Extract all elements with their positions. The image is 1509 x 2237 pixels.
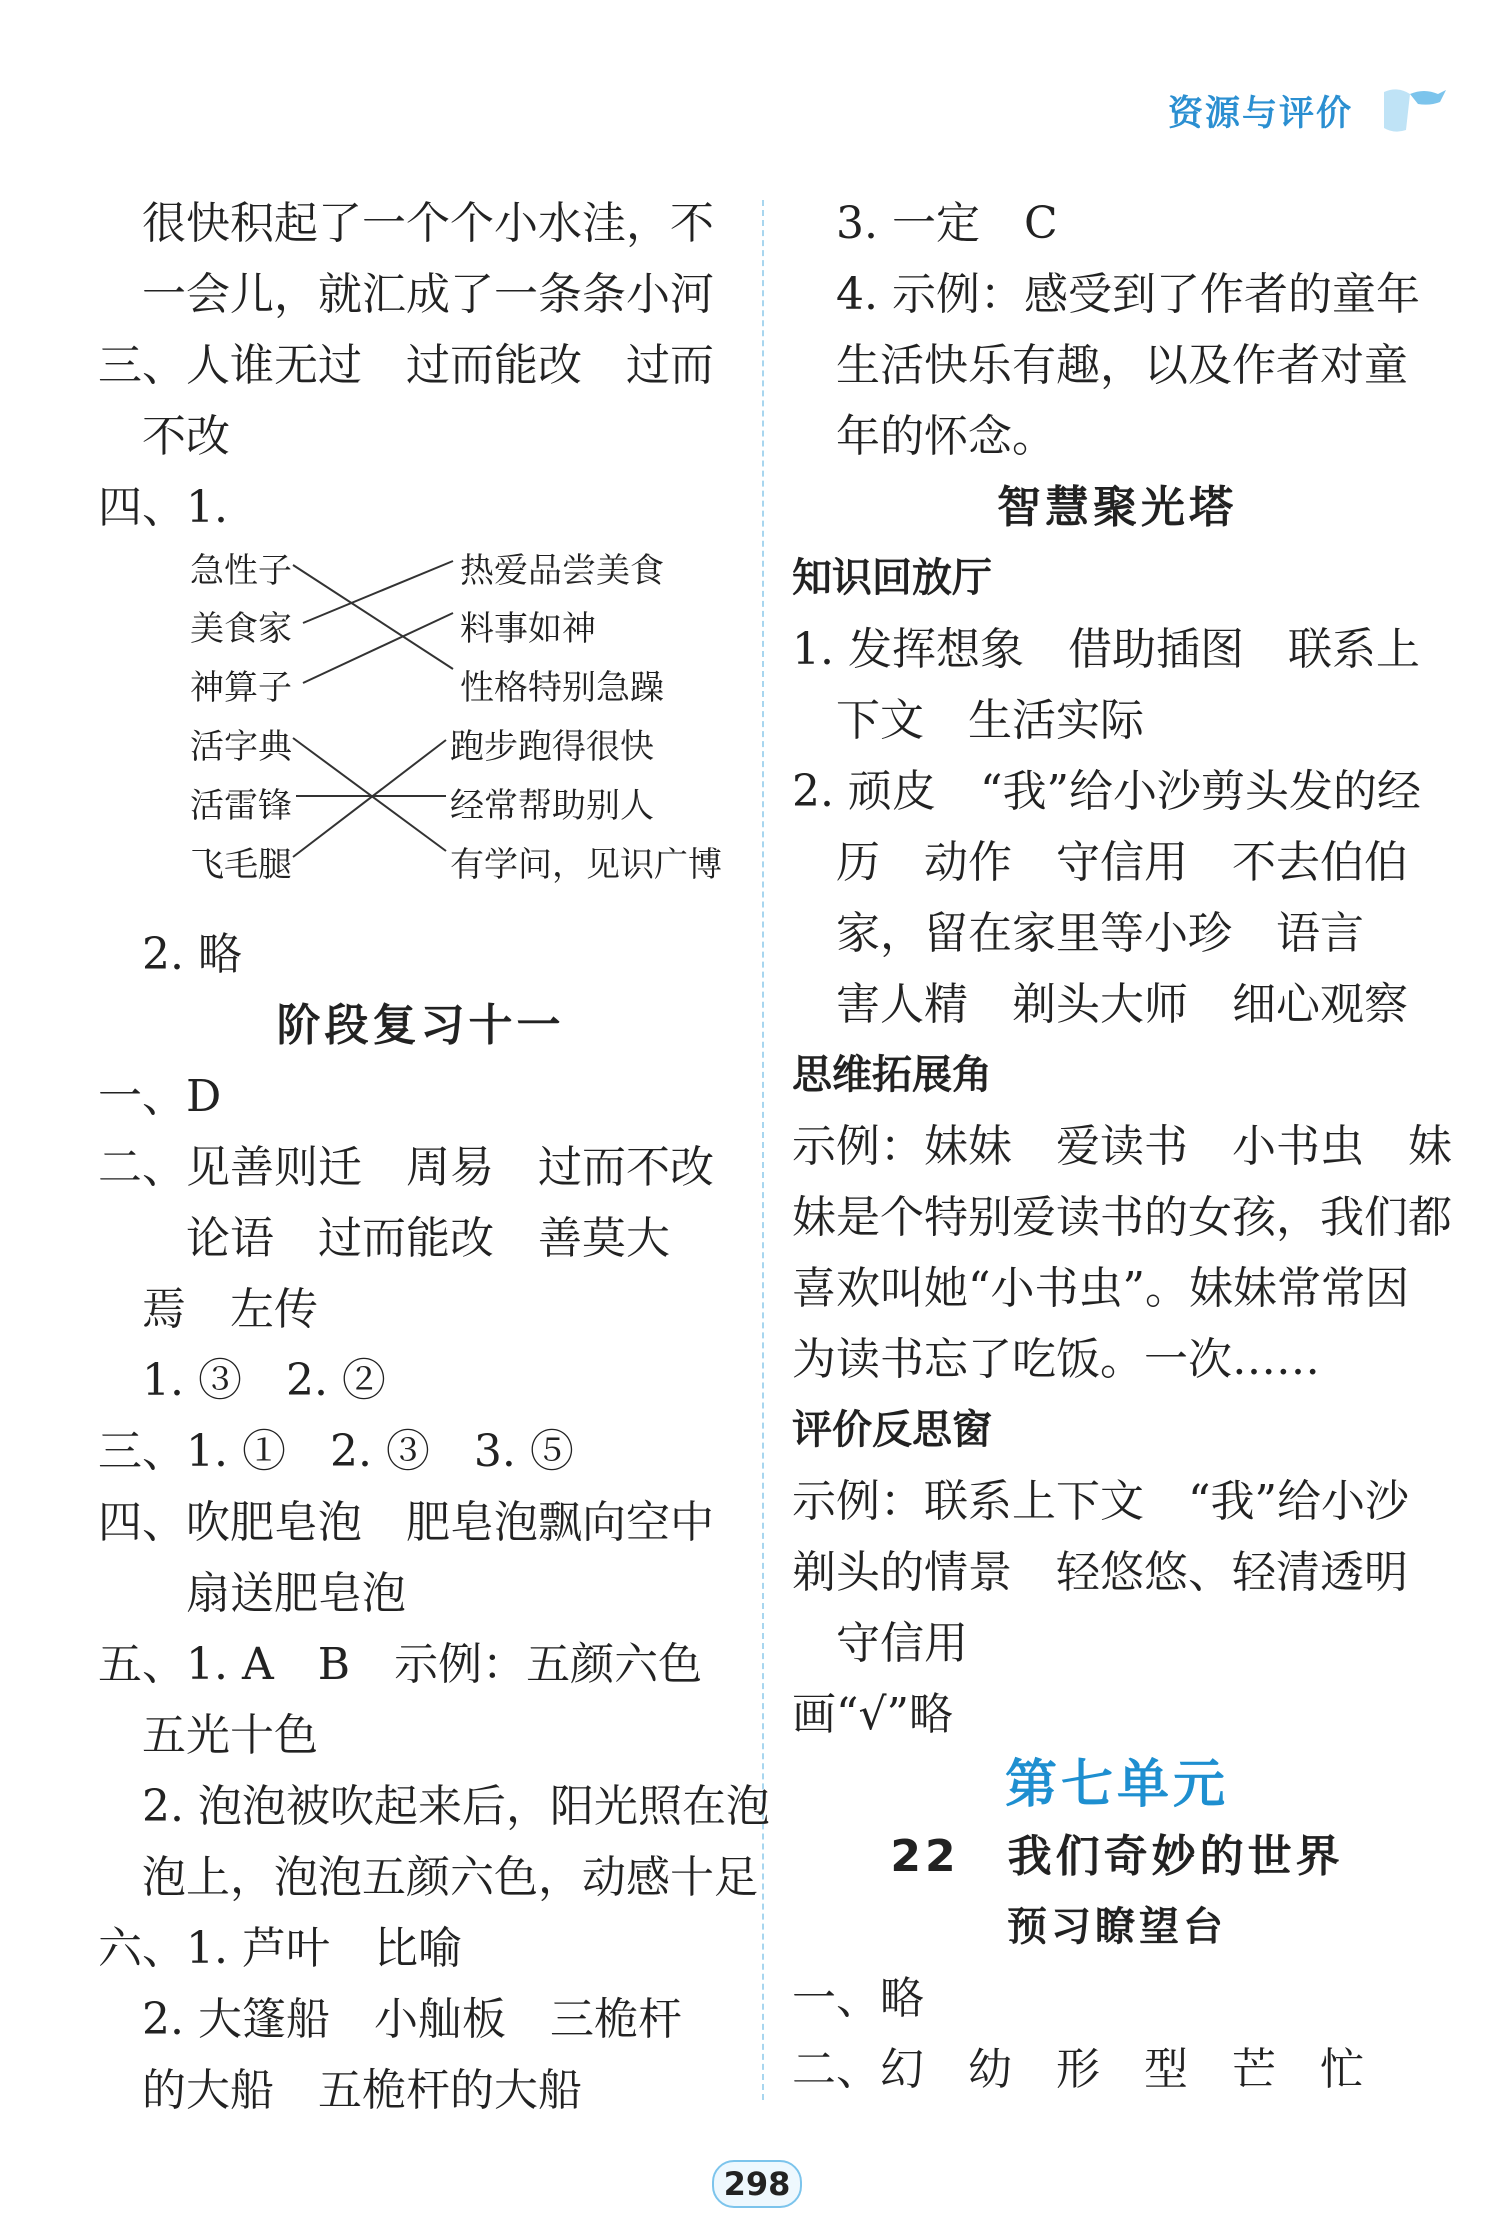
answer-line: 2. 略 (98, 929, 242, 980)
answer-line: 三、1. ① 2. ③ 3. ⑤ (98, 1426, 574, 1477)
answer-line: 示例：妹妹 爱读书 小书虫 妹 (792, 1121, 1452, 1172)
subsection-title: 知识回放厅 (792, 555, 992, 601)
header-brand: 资源与评价 (1168, 94, 1354, 134)
answer-line: 历 动作 守信用 不去伯伯 (792, 837, 1408, 888)
brand-decoration-icon (1380, 84, 1450, 136)
answer-line: 守信用 (792, 1618, 968, 1669)
match-right-item: 跑步跑得很快 (450, 727, 654, 767)
unit-title: 第七单元 (1004, 1755, 1229, 1815)
answer-line: 2. 大篷船 小舢板 三桅杆 (98, 1994, 682, 2045)
lesson-subtitle: 预习瞭望台 (1007, 1904, 1227, 1950)
match-right-item: 性格特别急躁 (460, 668, 664, 708)
match-left-item: 飞毛腿 (190, 845, 292, 885)
answer-line: 1. 发挥想象 借助插图 联系上 (792, 624, 1420, 675)
match-right-item: 热爱品尝美食 (460, 551, 664, 591)
match-right-item: 经常帮助别人 (450, 786, 654, 826)
answer-line: 六、1. 芦叶 比喻 (98, 1923, 462, 1974)
match-left-item: 急性子 (190, 551, 292, 591)
match-right-item: 有学问，见识广博 (450, 845, 722, 885)
match-left-item: 神算子 (190, 668, 292, 708)
answer-line: 3. 一定 C (792, 198, 1058, 249)
answer-line: 年的怀念。 (792, 411, 1056, 462)
answer-line: 画“√”略 (792, 1689, 954, 1740)
subsection-title: 思维拓展角 (792, 1052, 992, 1098)
answer-line: 四、1. (98, 482, 228, 533)
matching-exercise (98, 543, 743, 919)
answer-line: 四、吹肥皂泡 肥皂泡飘向空中 (98, 1497, 714, 1548)
answer-line: 妹是个特别爱读书的女孩，我们都 (792, 1192, 1452, 1243)
answer-line: 很快积起了一个个小水洼，不 (98, 198, 714, 249)
answer-line: 喜欢叫她“小书虫”。妹妹常常因 (792, 1263, 1409, 1314)
answer-line: 一、D (98, 1071, 222, 1122)
answer-line: 二、幻 幼 形 型 芒 忙 (792, 2044, 1364, 2095)
answer-line: 2. 顽皮 “我”给小沙剪头发的经 (792, 766, 1421, 817)
left-column (98, 188, 770, 2126)
answer-line: 家，留在家里等小珍 语言 (792, 908, 1364, 959)
match-right-item: 料事如神 (460, 609, 596, 649)
answer-line: 五、1. A B 示例：五颜六色 (98, 1639, 703, 1690)
answer-line: 二、见善则迁 周易 过而不改 (98, 1142, 714, 1193)
answer-line: 为读书忘了吃饭。一次…… (792, 1334, 1320, 1385)
answer-line: 4. 示例：感受到了作者的童年 (792, 269, 1420, 320)
answer-line: 剃头的情景 轻悠悠、轻清透明 (792, 1547, 1408, 1598)
section-title: 智慧聚光塔 (997, 482, 1237, 533)
subsection-title: 评价反思窗 (792, 1407, 992, 1453)
answer-line: 扇送肥皂泡 (98, 1568, 406, 1619)
answer-line: 害人精 剃头大师 细心观察 (792, 979, 1408, 1030)
match-left-item: 活字典 (190, 727, 292, 767)
page-number: 298 (712, 2160, 802, 2208)
answer-line: 五光十色 (98, 1710, 318, 1761)
answer-line: 不改 (98, 411, 230, 462)
answer-line: 焉 左传 (98, 1284, 318, 1335)
lesson-title: 22 我们奇妙的世界 (890, 1831, 1344, 1882)
answer-line: 一、略 (792, 1973, 924, 2024)
answer-line: 一会儿，就汇成了一条条小河 (98, 269, 714, 320)
answer-line: 泡上，泡泡五颜六色，动感十足 (98, 1852, 758, 1903)
match-left-item: 美食家 (190, 609, 292, 649)
answer-line: 示例：联系上下文 “我”给小沙 (792, 1476, 1409, 1527)
match-left-item: 活雷锋 (190, 786, 292, 826)
answer-line: 2. 泡泡被吹起来后，阳光照在泡 (98, 1781, 770, 1832)
section-title: 阶段复习十一 (276, 1000, 565, 1051)
answer-line: 1. ③ 2. ② (98, 1355, 386, 1406)
answer-line: 三、人谁无过 过而能改 过而 (98, 340, 714, 391)
answer-line: 生活快乐有趣，以及作者对童 (792, 340, 1408, 391)
right-column (792, 188, 1452, 2105)
answer-line: 论语 过而能改 善莫大 (98, 1213, 670, 1264)
answer-line: 的大船 五桅杆的大船 (98, 2065, 582, 2116)
answer-line: 下文 生活实际 (792, 695, 1144, 746)
